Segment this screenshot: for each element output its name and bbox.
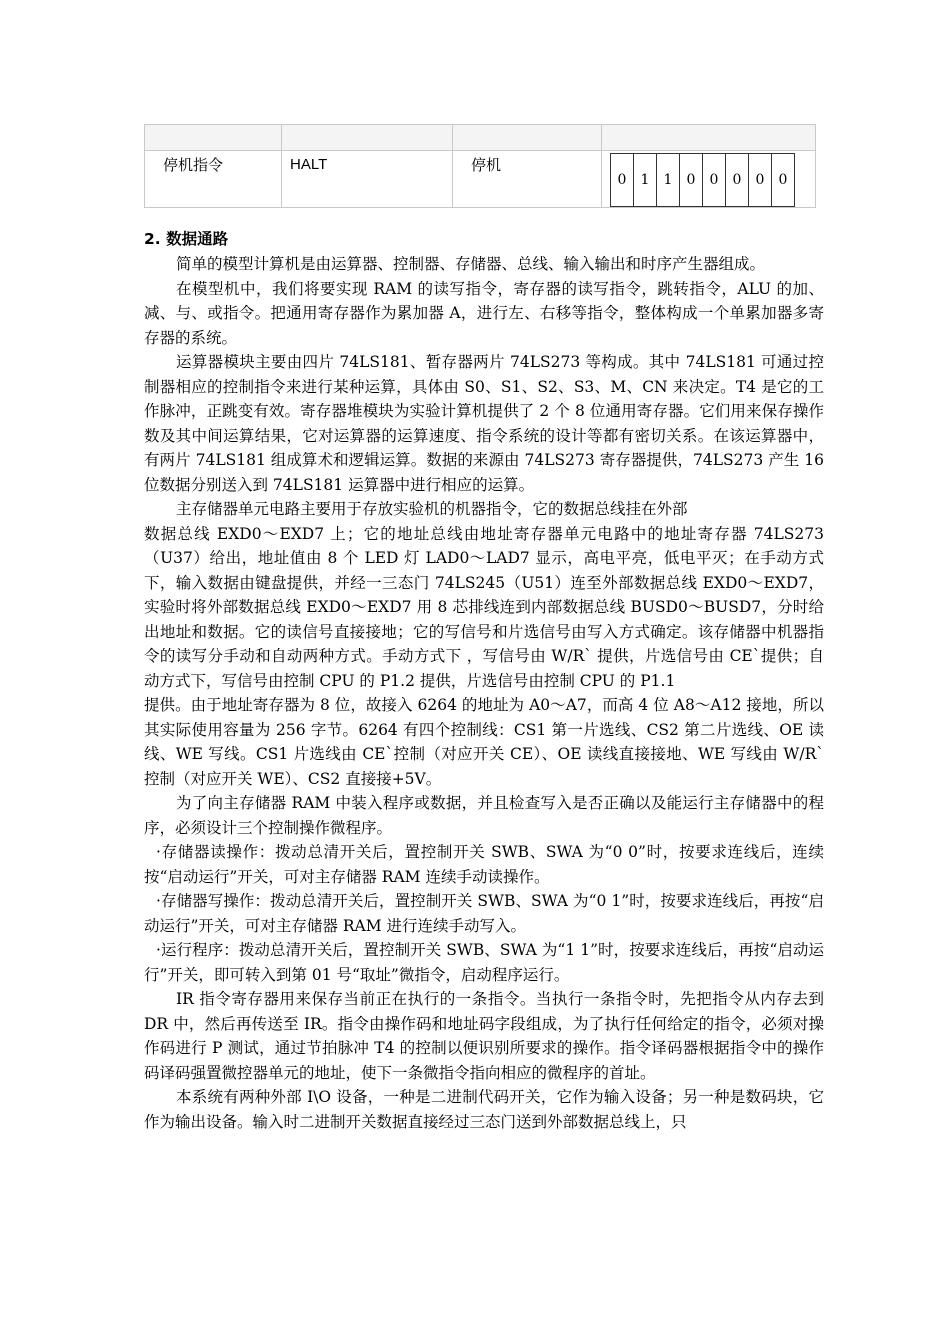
- mnemonic-cell: [282, 151, 453, 208]
- header-cell: [282, 125, 453, 151]
- instruction-name: 停机指令: [163, 156, 224, 174]
- header-cell: [453, 125, 602, 151]
- table-header-row: [145, 125, 816, 151]
- opcode-bit: 0: [749, 154, 772, 207]
- paragraph: 主存储器单元电路主要用于存放实验机的机器指令，它的数据总线挂在外部: [176, 500, 688, 518]
- instruction-name-cell: [145, 151, 282, 208]
- paragraph: 为了向主存储器 RAM 中装入程序或数据，并且检查写入是否正确以及能运行主存储器中的程序，必须设计三个控制操作微程序。: [144, 794, 824, 837]
- paragraph: 在模型机中，我们将要实现 RAM 的读写指令，寄存器的读写指令，跳转指令，ALU 的加、减、与、或指令。把通用寄存器作为累加器 A，进行左、右移等指令，整体构成一个单累加器多寄存器的系统。: [144, 279, 824, 347]
- opcode-bit: 0: [703, 154, 726, 207]
- list-item: ·运行程序：拨动总清开关后，置控制开关 SWB、SWA 为“1 1”时，按要求连线后，再按“启动运行”开关，即可转入到第 01 号“取址”微指令，启动程序运行。: [144, 941, 824, 984]
- opcode-bit: 1: [657, 154, 680, 207]
- instruction-function: 停机: [471, 156, 502, 174]
- instruction-mnemonic: HALT: [290, 156, 328, 173]
- list-item: ·存储器写操作：拨动总清开关后，置控制开关 SWB、SWA 为“0 1”时，按要求连线后，再按“启动运行”开关，可对主存储器 RAM 进行连续手动写入。: [144, 892, 824, 935]
- opcode-bit: 0: [680, 154, 703, 207]
- opcode-bit: 1: [634, 154, 657, 207]
- list-item: ·存储器读操作：拨动总清开关后，置控制开关 SWB、SWA 为“0 0”时，按要求连线后，连续按“启动运行”开关，可对主存储器 RAM 连续手动读操作。: [144, 843, 824, 886]
- paragraph: 运算器模块主要由四片 74LS181、暂存器两片 74LS273 等构成。其中 74LS181 可通过控制器相应的控制指令来进行某种运算，具体由 S0、S1、S2、S3、M、CN 来决定。T4 是它的工作脉冲，正跳变有效。寄存器堆模块为实验计算机提供了 2 个 8 位通用寄存器。它们用来保存操作数及其中间运算结果，它对运算器的运算速度、指令系统的设计等都有密切关系。在该运算器中，有两片 74LS181 组成算术和逻辑运算。数据的来源由 74LS273 寄存器提供，74LS273 产生 16 位数据分别送入到 74LS181 运算器中进行相应的运算。: [144, 353, 824, 494]
- section-heading: 2. 数据通路: [144, 230, 229, 248]
- header-cell: [602, 125, 816, 151]
- paragraph: 简单的模型计算机是由运算器、控制器、存储器、总线、输入输出和时序产生器组成。: [176, 255, 766, 273]
- paragraph: 本系统有两种外部 I\O 设备，一种是二进制代码开关，它作为输入设备；另一种是数码块，它作为输出设备。输入时二进制开关数据直接经过三态门送到外部数据总线上，只: [144, 1088, 824, 1131]
- opcode-bit: 0: [611, 154, 634, 207]
- instruction-table: [144, 124, 816, 208]
- paragraph: 提供。由于地址寄存器为 8 位，故接入 6264 的地址为 A0～A7，而高 4 位 A8～A12 接地，所以其实际使用容量为 256 字节。6264 有四个控制线：CS1 第一片选线、CS2 第二片选线、OE 读线、WE 写线。CS1 片选线由 CE`控制（对应开关 CE）、OE 读线直接接地、WE 写线由 W/R`控制（对应开关 WE）、CS2 直接接+5V。: [144, 696, 824, 788]
- header-cell: [145, 125, 282, 151]
- paragraph: IR 指令寄存器用来保存当前正在执行的一条指令。当执行一条指令时，先把指令从内存去到 DR 中，然后再传送至 IR。指令由操作码和地址码字段组成，为了执行任何给定的指令，必须对操作码进行 P 测试，通过节拍脉冲 T4 的控制以便识别所要求的操作。指令译码器根据指令中的操作码译码强置微控器单元的地址，使下一条微指令指向相应的微程序的首址。: [144, 990, 824, 1082]
- opcode-bits: [610, 153, 795, 207]
- function-cell: [453, 151, 602, 208]
- opcode-cell: [602, 151, 816, 208]
- paragraph: 数据总线 EXD0～EXD7 上；它的地址总线由地址寄存器单元电路中的地址寄存器 74LS273（U37）给出，地址值由 8 个 LED 灯 LAD0～LAD7 显示，高电平亮，低电平灭；在手动方式下，输入数据由键盘提供，并经一三态门 74LS245（U51）连至外部数据总线 EXD0～EXD7，实验时将外部数据总线 EXD0～EXD7 用 8 芯排线连到内部数据总线 BUSD0～BUSD7，分时给出地址和数据。它的读信号直接接地；它的写信号和片选信号由写入方式确定。该存储器中机器指令的读写分手动和自动两种方式。手动方式下 ，写信号由 W/R` 提供，片选信号由 CE`提供；自动方式下，写信号由控制 CPU 的 P1.2 提供，片选信号由控制 CPU 的 P1.1: [144, 524, 824, 690]
- opcode-bit: 0: [726, 154, 749, 207]
- data-path-section: [144, 226, 824, 1134]
- opcode-bit: 0: [772, 154, 795, 207]
- table-row: [145, 151, 816, 208]
